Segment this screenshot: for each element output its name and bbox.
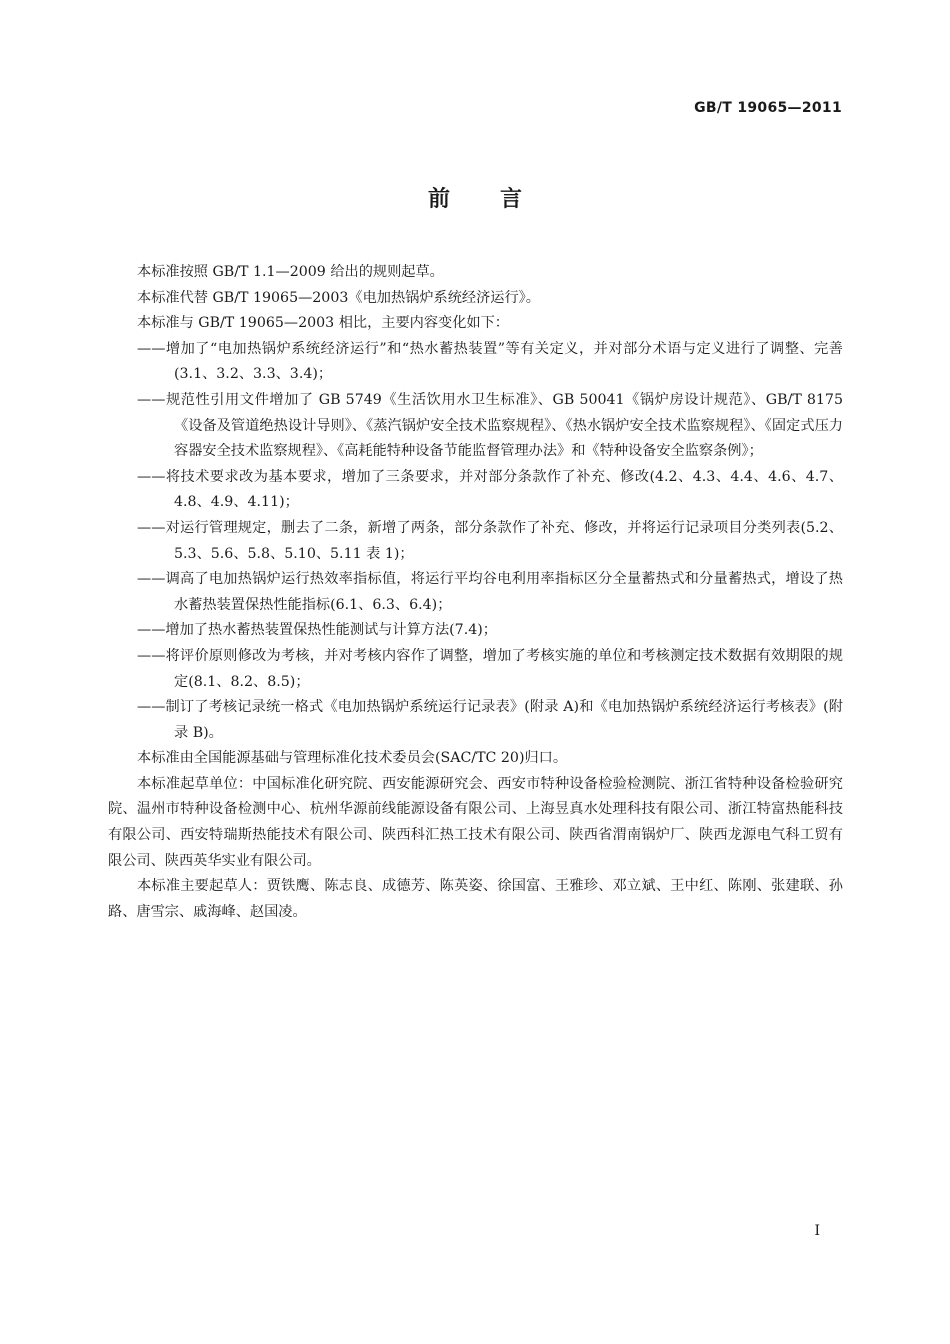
change-item: ——制订了考核记录统一格式《电加热锅炉系统运行记录表》(附录 A)和《电加热锅炉系统经济运行考核表》(附录 B)。	[137, 699, 843, 741]
change-item: ——将评价原则修改为考核，并对考核内容作了调整，增加了考核实施的单位和考核测定技术数据有效期限的规定(8.1、8.2、8.5)；	[137, 647, 843, 690]
paragraph-drafters: 本标准主要起草人：贾铁鹰、陈志良、成德芳、陈英姿、徐国富、王雅珍、邓立斌、王中红、陈刚、张建联、孙路、唐雪宗、戚海峰、赵国凌。	[108, 878, 843, 920]
paragraph-changes-intro: 本标准与 GB/T 19065—2003 相比，主要内容变化如下：	[137, 315, 509, 332]
change-item: ——增加了“电加热锅炉系统经济运行”和“热水蓄热装置”等有关定义，并对部分术语与定义进行了调整、完善(3.1、3.2、3.3、3.4)；	[137, 340, 843, 383]
paragraph-drafting-rules: 本标准按照 GB/T 1.1—2009 给出的规则起草。	[137, 264, 444, 280]
paragraph-governing-committee: 本标准由全国能源基础与管理标准化技术委员会(SAC/TC 20)归口。	[137, 750, 568, 767]
change-item: ——规范性引用文件增加了 GB 5749《生活饮用水卫生标准》、GB 50041《锅炉房设计规范》、GB/T 8175《设备及管道绝热设计导则》、《蒸汽锅炉安全技术监察规程》、《热水锅炉安全技术监察规程》、《固定式压力容器安全技术监察规程》、《高耗能特种设备节能监督管理办法》和《特种设备安全监察条例》；	[137, 391, 843, 460]
paragraph-replaces: 本标准代替 GB/T 19065—2003《电加热锅炉系统经济运行》。	[137, 289, 540, 306]
change-item: ——增加了热水蓄热装置保热性能测试与计算方法(7.4)；	[137, 622, 497, 639]
paragraph-drafting-units: 本标准起草单位：中国标准化研究院、西安能源研究会、西安市特种设备检验检测院、浙江省特种设备检验研究院、温州市特种设备检测中心、杭州华源前线能源设备有限公司、上海昱真水处理科技有限公司、浙江特富热能科技有限公司、西安特瑞斯热能技术有限公司、陕西科汇热工技术有限公司、陕西省渭南锅炉厂、陕西龙源电气科工贸有限公司、陕西英华实业有限公司。	[108, 775, 843, 869]
page-number: I	[814, 1223, 820, 1239]
section-title: 前言	[427, 187, 572, 212]
standard-code-header: GB/T 19065—2011	[694, 100, 842, 116]
change-item: ——调高了电加热锅炉运行热效率指标值，将运行平均谷电利用率指标区分全量蓄热式和分量蓄热式，增设了热水蓄热装置保热性能指标(6.1、6.3、6.4)；	[137, 571, 843, 613]
change-item: ——将技术要求改为基本要求，增加了三条要求，并对部分条款作了补充、修改(4.2、4.3、4.4、4.6、4.7、4.8、4.9、4.11)；	[137, 468, 843, 511]
change-item: ——对运行管理规定，删去了二条，新增了两条，部分条款作了补充、修改，并将运行记录项目分类列表(5.2、5.3、5.6、5.8、5.10、5.11 表 1)；	[137, 519, 843, 562]
foreword-body	[108, 260, 843, 925]
